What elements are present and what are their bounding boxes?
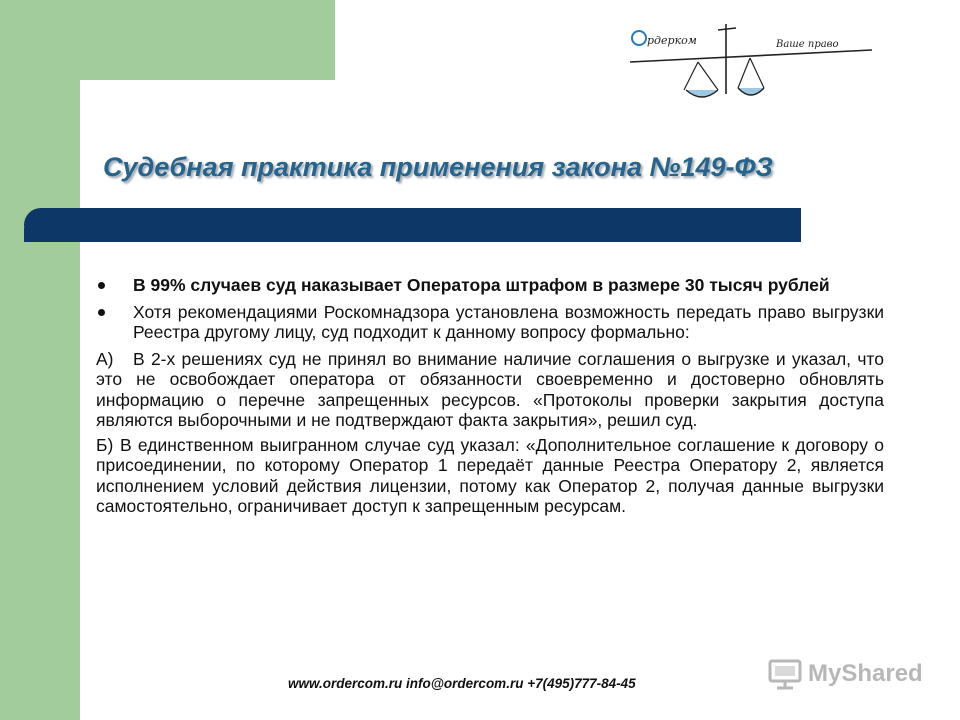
svg-text:Ваше право: Ваше право bbox=[776, 39, 839, 50]
scales-logo-icon bbox=[626, 14, 876, 106]
top-green-block bbox=[80, 0, 335, 80]
watermark-text: MyShared bbox=[808, 660, 923, 687]
item-text: В 2-х решениях суд не принял во внимание наличие соглашения о выгрузке и указал, что это не освобождает оператора от обязанности своевременно и достоверно обновлять информацию о перечне запрещенных ресурсов. «Протоколы проверки закрытия доступа являются выборочными и не подтверждают факта закрытия», решил суд. bbox=[96, 348, 884, 430]
footer-contacts: www.ordercom.ru info@ordercom.ru +7(495)777-84-45 bbox=[288, 676, 636, 691]
bullet-item bbox=[96, 302, 884, 343]
slide-content bbox=[96, 275, 884, 521]
presentation-board-icon bbox=[768, 658, 802, 690]
lettered-item bbox=[96, 435, 884, 517]
slide-title: Судебная практика применения закона №149-ФЗ bbox=[103, 152, 773, 182]
item-marker: Б) bbox=[96, 434, 114, 455]
title-underline-bar bbox=[24, 208, 801, 242]
bullet-dot bbox=[98, 282, 105, 289]
title-bar-notch bbox=[24, 228, 64, 242]
watermark bbox=[768, 656, 928, 692]
bullet-dot bbox=[98, 309, 105, 316]
item-text: В единственном выигранном случае суд указал: «Дополнительное соглашение к договору о присоединении, по которому Оператор 1 передаёт данные Реестра Оператору 2, является исполнением условий действия лицензии, потому как Оператор 2, получая данные выгрузки самостоятельно, ограничивает доступ к запрещенным ресурсам. bbox=[96, 434, 884, 516]
bullet-text: Хотя рекомендациями Роскомнадзора установлена возможность передать право выгрузки Реестра другому лицу, суд подходит к данному вопросу формально: bbox=[133, 301, 884, 342]
bullet-item bbox=[96, 275, 884, 296]
lettered-item bbox=[96, 349, 884, 431]
item-marker: А) bbox=[96, 348, 114, 369]
svg-text:рдерком: рдерком bbox=[647, 34, 697, 47]
bullet-text: В 99% случаев суд наказывает Оператора штрафом в размере 30 тысяч рублей bbox=[133, 275, 830, 295]
left-green-band bbox=[0, 0, 80, 720]
